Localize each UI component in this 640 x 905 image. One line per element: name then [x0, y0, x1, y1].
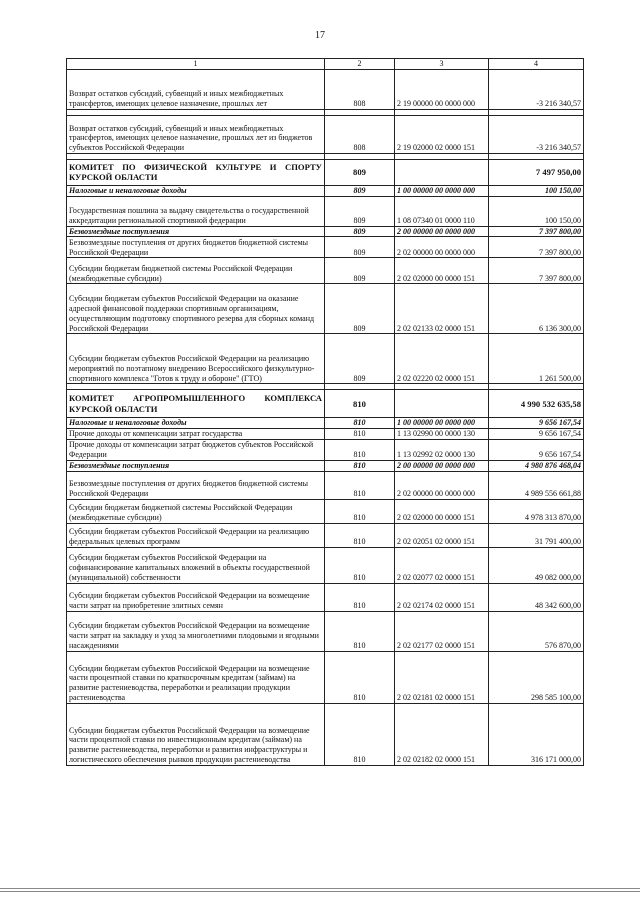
table-row: [67, 651, 584, 703]
budget-code-cell: 2 02 02220 02 0000 151: [395, 334, 489, 384]
amount-cell: 7 397 800,00: [489, 237, 584, 258]
admin-code-cell: 810: [325, 703, 395, 765]
budget-code-cell: 1 08 07340 01 0000 110: [395, 196, 489, 226]
amount-cell: 316 171 000,00: [489, 703, 584, 765]
item-name-cell: Субсидии бюджетам бюджетной системы Российской Федерации (межбюджетные субсидии): [67, 499, 325, 523]
admin-code-cell: 810: [325, 390, 395, 418]
amount-cell: 9 656 167,54: [489, 439, 584, 460]
budget-code-cell: 1 00 00000 00 0000 000: [395, 185, 489, 196]
item-name-cell: Субсидии бюджетам субъектов Российской Федерации на реализацию федеральных целевых программ: [67, 523, 325, 547]
amount-cell: 49 082 000,00: [489, 547, 584, 583]
item-name-cell: Субсидии бюджетам субъектов Российской Федерации на возмещение части затрат на закладку и уход за многолетними плодовыми и ягодными насаждениями: [67, 611, 325, 651]
admin-code-cell: 810: [325, 611, 395, 651]
column-header: 4: [489, 59, 584, 70]
admin-code-cell: 810: [325, 547, 395, 583]
committee-row: [67, 159, 584, 185]
budget-code-cell: [395, 159, 489, 185]
amount-cell: 100 150,00: [489, 185, 584, 196]
table-row: [67, 547, 584, 583]
table-row: [67, 115, 584, 153]
admin-code-cell: 810: [325, 460, 395, 471]
table-row: [67, 334, 584, 384]
item-name-cell: Безвозмездные поступления: [67, 226, 325, 237]
amount-cell: 298 585 100,00: [489, 651, 584, 703]
admin-code-cell: 809: [325, 196, 395, 226]
table-row: [67, 418, 584, 429]
item-name-cell: Субсидии бюджетам субъектов Российской Федерации на возмещение части процентной ставки по инвестиционным кредитам (займам) на развитие растениеводства, переработки и развития инфраструктуры и логистического обеспечения рынков продукции растениеводства: [67, 703, 325, 765]
budget-code-cell: 2 19 02000 02 0000 151: [395, 115, 489, 153]
footer-rule: [0, 888, 640, 889]
footer-rule: [0, 891, 640, 892]
budget-code-cell: 2 02 02182 02 0000 151: [395, 703, 489, 765]
admin-code-cell: 808: [325, 69, 395, 109]
item-name-cell: Налоговые и неналоговые доходы: [67, 418, 325, 429]
admin-code-cell: 809: [325, 185, 395, 196]
table-row: [67, 284, 584, 334]
budget-code-cell: 2 19 00000 00 0000 000: [395, 69, 489, 109]
item-name-cell: Субсидии бюджетам субъектов Российской Федерации на возмещение части затрат на приобретение элитных семян: [67, 583, 325, 611]
amount-cell: 4 990 532 635,58: [489, 390, 584, 418]
table-row: [67, 460, 584, 471]
amount-cell: 4 989 556 661,88: [489, 471, 584, 499]
item-name-cell: КОМИТЕТ ПО ФИЗИЧЕСКОЙ КУЛЬТУРЕ И СПОРТУ КУРСКОЙ ОБЛАСТИ: [67, 159, 325, 185]
admin-code-cell: 810: [325, 499, 395, 523]
item-name-cell: Субсидии бюджетам бюджетной системы Российской Федерации (межбюджетные субсидии): [67, 258, 325, 284]
admin-code-cell: 809: [325, 334, 395, 384]
item-name-cell: Безвозмездные поступления: [67, 460, 325, 471]
table-row: [67, 523, 584, 547]
table-row: [67, 583, 584, 611]
table-row: [67, 429, 584, 440]
budget-code-cell: 2 02 02177 02 0000 151: [395, 611, 489, 651]
item-name-cell: Государственная пошлина за выдачу свидетельства о государственной аккредитации региональной спортивной федерации: [67, 196, 325, 226]
amount-cell: 7 497 950,00: [489, 159, 584, 185]
column-header: 2: [325, 59, 395, 70]
budget-code-cell: 2 02 02181 02 0000 151: [395, 651, 489, 703]
admin-code-cell: 810: [325, 429, 395, 440]
amount-cell: 48 342 600,00: [489, 583, 584, 611]
budget-code-cell: 2 02 00000 00 0000 000: [395, 237, 489, 258]
amount-cell: -3 216 340,57: [489, 69, 584, 109]
item-name-cell: Субсидии бюджетам субъектов Российской Федерации на оказание адресной финансовой поддержки спортивным организациям, осуществляющим подготовку спортивного резерва для сборных команд Российской Федерации: [67, 284, 325, 334]
admin-code-cell: 808: [325, 115, 395, 153]
item-name-cell: Субсидии бюджетам субъектов Российской Федерации на софинансирование капитальных вложений в объекты государственной (муниципальной) собственности: [67, 547, 325, 583]
amount-cell: 31 791 400,00: [489, 523, 584, 547]
budget-code-cell: 2 02 02077 02 0000 151: [395, 547, 489, 583]
budget-code-cell: [395, 390, 489, 418]
item-name-cell: Субсидии бюджетам субъектов Российской Федерации на возмещение части процентной ставки по краткосрочным кредитам (займам) на развитие растениеводства, переработки и реализации продукции растениеводства: [67, 651, 325, 703]
item-name-cell: КОМИТЕТ АГРОПРОМЫШЛЕННОГО КОМПЛЕКСА КУРСКОЙ ОБЛАСТИ: [67, 390, 325, 418]
budget-code-cell: 2 02 02000 00 0000 151: [395, 258, 489, 284]
amount-cell: 4 980 876 468,04: [489, 460, 584, 471]
budget-code-cell: 1 13 02990 00 0000 130: [395, 429, 489, 440]
budget-revenue-table: [66, 58, 584, 766]
admin-code-cell: 810: [325, 439, 395, 460]
table-row: [67, 185, 584, 196]
budget-code-cell: 2 02 02000 00 0000 151: [395, 499, 489, 523]
admin-code-cell: 809: [325, 159, 395, 185]
budget-code-cell: 2 00 00000 00 0000 000: [395, 460, 489, 471]
budget-code-cell: 2 02 02051 02 0000 151: [395, 523, 489, 547]
admin-code-cell: 810: [325, 418, 395, 429]
page-number: 17: [315, 30, 325, 41]
table-row: [67, 69, 584, 109]
admin-code-cell: 809: [325, 258, 395, 284]
budget-code-cell: 2 02 02174 02 0000 151: [395, 583, 489, 611]
table-row: [67, 439, 584, 460]
admin-code-cell: 810: [325, 471, 395, 499]
amount-cell: 576 870,00: [489, 611, 584, 651]
item-name-cell: Прочие доходы от компенсации затрат бюджетов субъектов Российской Федерации: [67, 439, 325, 460]
item-name-cell: Возврат остатков субсидий, субвенций и иных межбюджетных трансфертов, имеющих целевое назначение, прошлых лет: [67, 69, 325, 109]
item-name-cell: Субсидии бюджетам субъектов Российской Федерации на реализацию мероприятий по поэтапному внедрению Всероссийского физкультурно-спортивного комплекса "Готов к труду и обороне" (ГТО): [67, 334, 325, 384]
item-name-cell: Безвозмездные поступления от других бюджетов бюджетной системы Российской Федерации: [67, 471, 325, 499]
table-row: [67, 196, 584, 226]
admin-code-cell: 809: [325, 226, 395, 237]
admin-code-cell: 810: [325, 523, 395, 547]
item-name-cell: Возврат остатков субсидий, субвенций и иных межбюджетных трансфертов, имеющих целевое назначение, прошлых лет из бюджетов субъектов Российской Федерации: [67, 115, 325, 153]
item-name-cell: Налоговые и неналоговые доходы: [67, 185, 325, 196]
amount-cell: 1 261 500,00: [489, 334, 584, 384]
admin-code-cell: 810: [325, 651, 395, 703]
budget-code-cell: 2 02 00000 00 0000 000: [395, 471, 489, 499]
amount-cell: 4 978 313 870,00: [489, 499, 584, 523]
budget-code-cell: 1 00 00000 00 0000 000: [395, 418, 489, 429]
table-row: [67, 703, 584, 765]
admin-code-cell: 809: [325, 284, 395, 334]
budget-code-cell: 2 02 02133 02 0000 151: [395, 284, 489, 334]
amount-cell: 7 397 800,00: [489, 226, 584, 237]
item-name-cell: Прочие доходы от компенсации затрат государства: [67, 429, 325, 440]
admin-code-cell: 809: [325, 237, 395, 258]
column-header: 3: [395, 59, 489, 70]
table-row: [67, 258, 584, 284]
item-name-cell: Безвозмездные поступления от других бюджетов бюджетной системы Российской Федерации: [67, 237, 325, 258]
table-body: [67, 69, 584, 765]
amount-cell: 9 656 167,54: [489, 429, 584, 440]
budget-code-cell: 2 00 00000 00 0000 000: [395, 226, 489, 237]
amount-cell: 6 136 300,00: [489, 284, 584, 334]
table-row: [67, 471, 584, 499]
amount-cell: 7 397 800,00: [489, 258, 584, 284]
amount-cell: 100 150,00: [489, 196, 584, 226]
amount-cell: -3 216 340,57: [489, 115, 584, 153]
budget-code-cell: 1 13 02992 02 0000 130: [395, 439, 489, 460]
committee-row: [67, 390, 584, 418]
amount-cell: 9 656 167,54: [489, 418, 584, 429]
admin-code-cell: 810: [325, 583, 395, 611]
column-header: 1: [67, 59, 325, 70]
table-row: [67, 237, 584, 258]
table-header-row: [67, 59, 584, 70]
table-row: [67, 226, 584, 237]
table-row: [67, 611, 584, 651]
table-row: [67, 499, 584, 523]
